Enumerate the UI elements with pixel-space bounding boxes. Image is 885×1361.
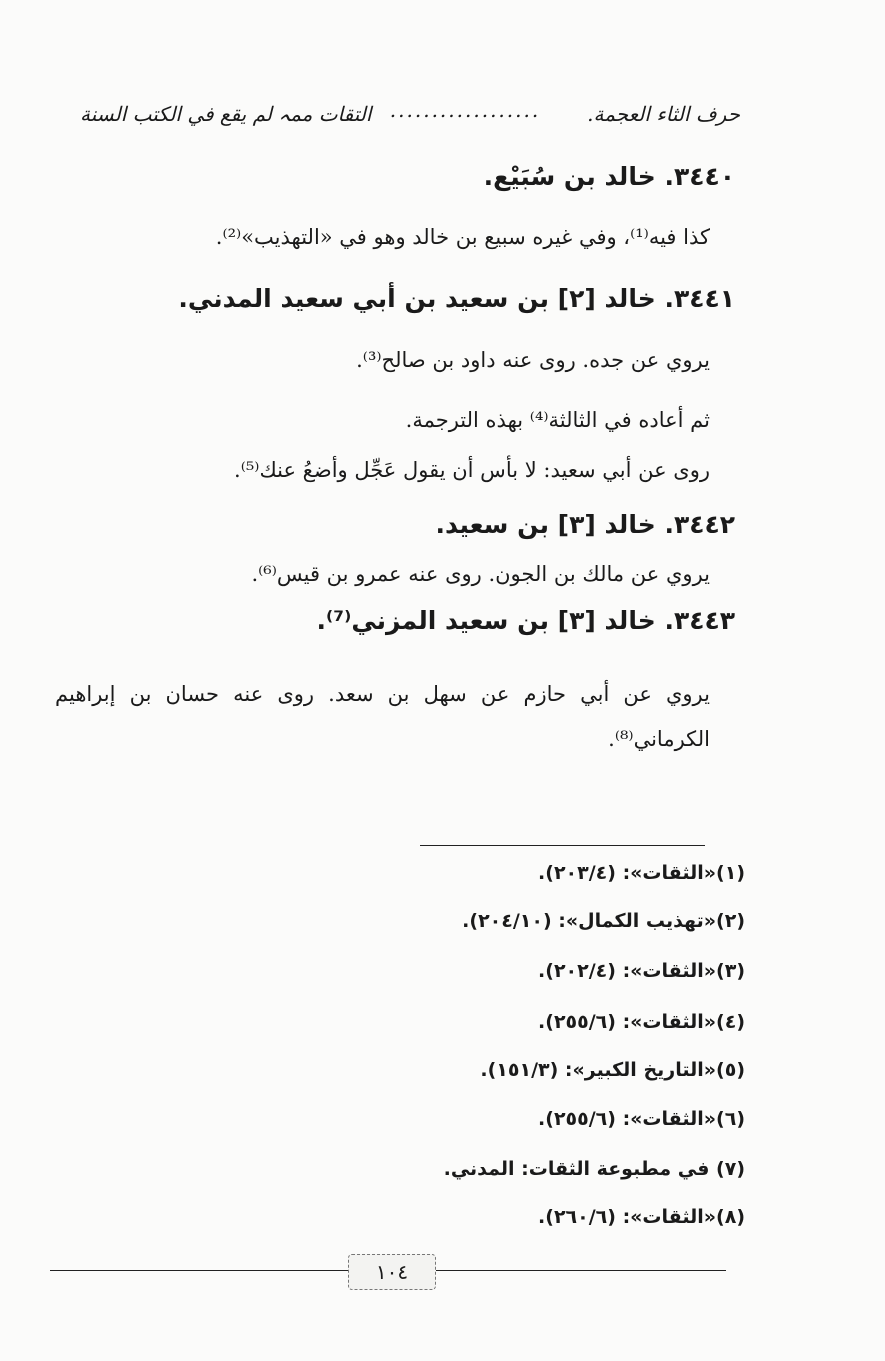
- entry-text: يروي عن أبي حازم عن سهل بن سعد. روى عنه حسان بن إبراهيم الكرماني⁽⁸⁾.: [55, 682, 710, 751]
- bottom-rule-left: [50, 1270, 348, 1271]
- entry-text: ثم أعاده في الثالثة⁽⁴⁾ بهذه الترجمة.: [405, 408, 710, 432]
- footnote-1: (١)«الثقات»: (٢٠٣/٤).: [538, 862, 745, 884]
- entry-number: ٣٤٤٠.: [664, 162, 735, 191]
- entry-text: كذا فيه⁽¹⁾، وفي غيره سبيع بن خالد وهو في «التهذيب»⁽²⁾.: [215, 225, 710, 249]
- footnote-3: (٣)«الثقات»: (٢٠٢/٤).: [538, 960, 745, 982]
- entry-heading: خالد بن سُبَيْع.: [483, 162, 656, 191]
- running-header: [80, 96, 740, 132]
- entry-number: ٣٤٤٢.: [664, 510, 735, 539]
- entry-title-3440: [484, 162, 735, 191]
- footnote-8: (٨)«الثقات»: (٢٦٠/٦).: [538, 1206, 745, 1228]
- bottom-rule-right: [436, 1270, 726, 1271]
- footnote-5: (٥)«التاريخ الكبير»: (١٥١/٣).: [480, 1059, 745, 1081]
- entry-title-3441: [178, 284, 735, 313]
- entry-heading: خالد [٢] بن سعيد بن أبي سعيد المدني.: [178, 284, 656, 313]
- page-number: ١٠٤: [348, 1254, 436, 1290]
- entry-number: ٣٤٤٣.: [664, 606, 735, 635]
- footnote-4: (٤)«الثقات»: (٢٥٥/٦).: [538, 1011, 745, 1033]
- footnote-separator: [420, 845, 705, 846]
- entry-number: ٣٤٤١.: [664, 284, 735, 313]
- entry-text: روى عن أبي سعيد: لا بأس أن يقول عَجِّل وأضعُ عنك⁽⁵⁾.: [234, 458, 710, 482]
- entry-text: يروي عن جده. روى عنه داود بن صالح⁽³⁾.: [356, 348, 710, 372]
- entry-title-3442: [436, 510, 735, 539]
- footnote-7: (٧) في مطبوعة الثقات: المدني.: [443, 1158, 745, 1180]
- header-right-text: حرف الثاء العجمة.: [587, 102, 740, 126]
- entry-text: يروي عن مالك بن الجون. روى عنه عمرو بن قيس⁽⁶⁾.: [251, 562, 710, 586]
- header-dot-leader: ..................: [389, 98, 541, 122]
- entry-heading: خالد [٣] بن سعيد المزني⁽⁷⁾.: [316, 606, 656, 635]
- entry-heading: خالد [٣] بن سعيد.: [435, 510, 656, 539]
- footnote-2: (٢)«تهذيب الكمال»: (٢٠٤/١٠).: [462, 910, 745, 932]
- header-left-text: التقات ممہ لم یقع في الکتب السنة: [80, 102, 372, 126]
- footnote-6: (٦)«الثقات»: (٢٥٥/٦).: [538, 1108, 745, 1130]
- entry-title-3443: [317, 606, 735, 635]
